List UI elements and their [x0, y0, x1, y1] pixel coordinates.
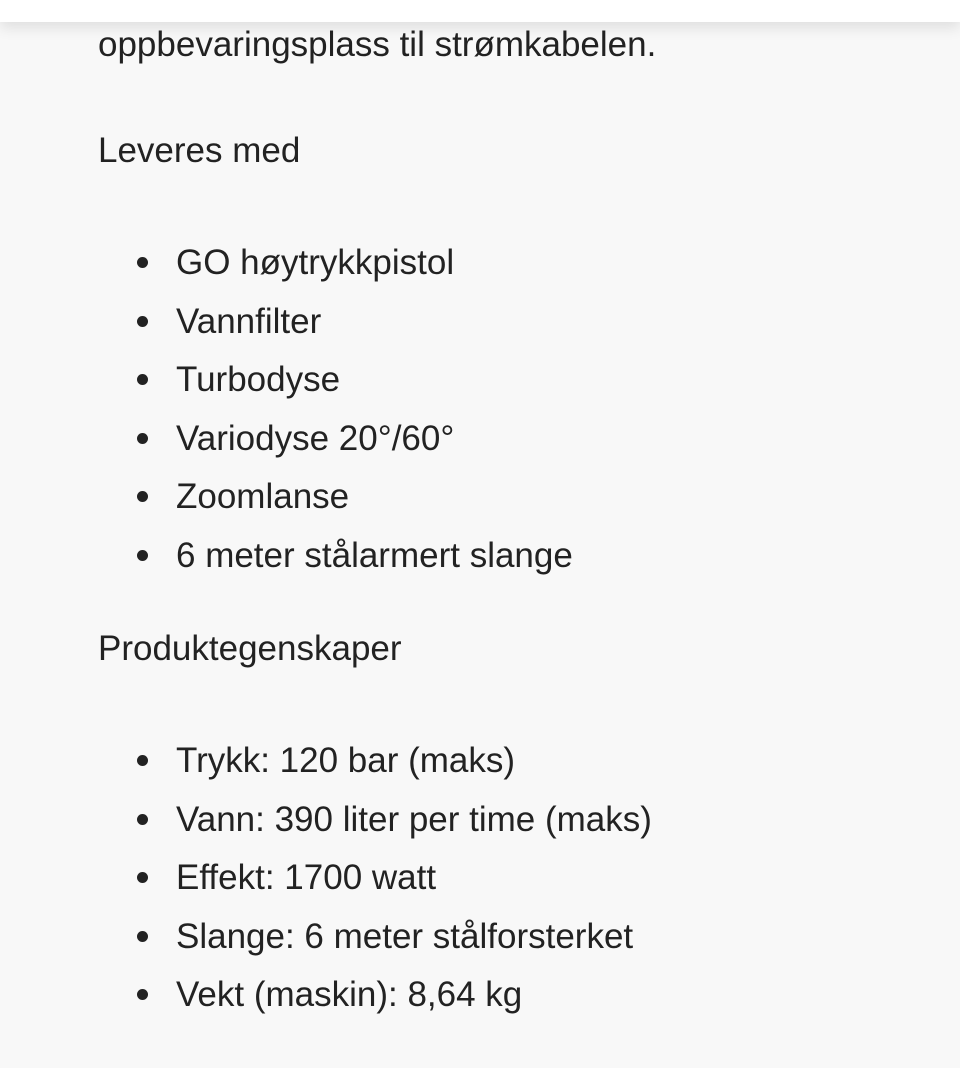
bullet-dot-icon: [137, 814, 148, 825]
property-item-text: Trykk: 120 bar (maks): [176, 741, 516, 780]
property-item-text: Effekt: 1700 watt: [176, 858, 437, 897]
included-item-text: Variodyse 20°/60°: [176, 418, 455, 458]
bullet-dot-icon: [137, 989, 148, 1000]
included-item-text: Turbodyse: [176, 360, 341, 399]
bullet-dot-icon: [137, 755, 148, 766]
included-item-text: GO høytrykkpistol: [176, 243, 455, 282]
included-heading: Leveres med: [98, 131, 301, 170]
included-item-text: Vannfilter: [176, 301, 322, 341]
bullet-dot-icon: [137, 931, 148, 942]
bullet-dot-icon: [137, 491, 148, 502]
description-partial-text: oppbevaringsplass til strømkabelen.: [98, 25, 657, 64]
included-item-text: Zoomlanse: [176, 477, 350, 516]
property-item-text: Slange: 6 meter stålforsterket: [176, 916, 634, 956]
bullet-dot-icon: [137, 257, 148, 268]
included-item-text: 6 meter stålarmert slange: [176, 535, 573, 575]
bullet-dot-icon: [137, 316, 148, 327]
bullet-dot-icon: [137, 550, 148, 561]
bullet-dot-icon: [137, 872, 148, 883]
header-shadow-bar: [0, 0, 960, 22]
properties-heading: Produktegenskaper: [98, 629, 402, 668]
property-item-text: Vann: 390 liter per time (maks): [176, 799, 652, 839]
property-item-text: Vekt (maskin): 8,64 kg: [176, 975, 523, 1014]
bullet-dot-icon: [137, 433, 148, 444]
bullet-dot-icon: [137, 374, 148, 385]
